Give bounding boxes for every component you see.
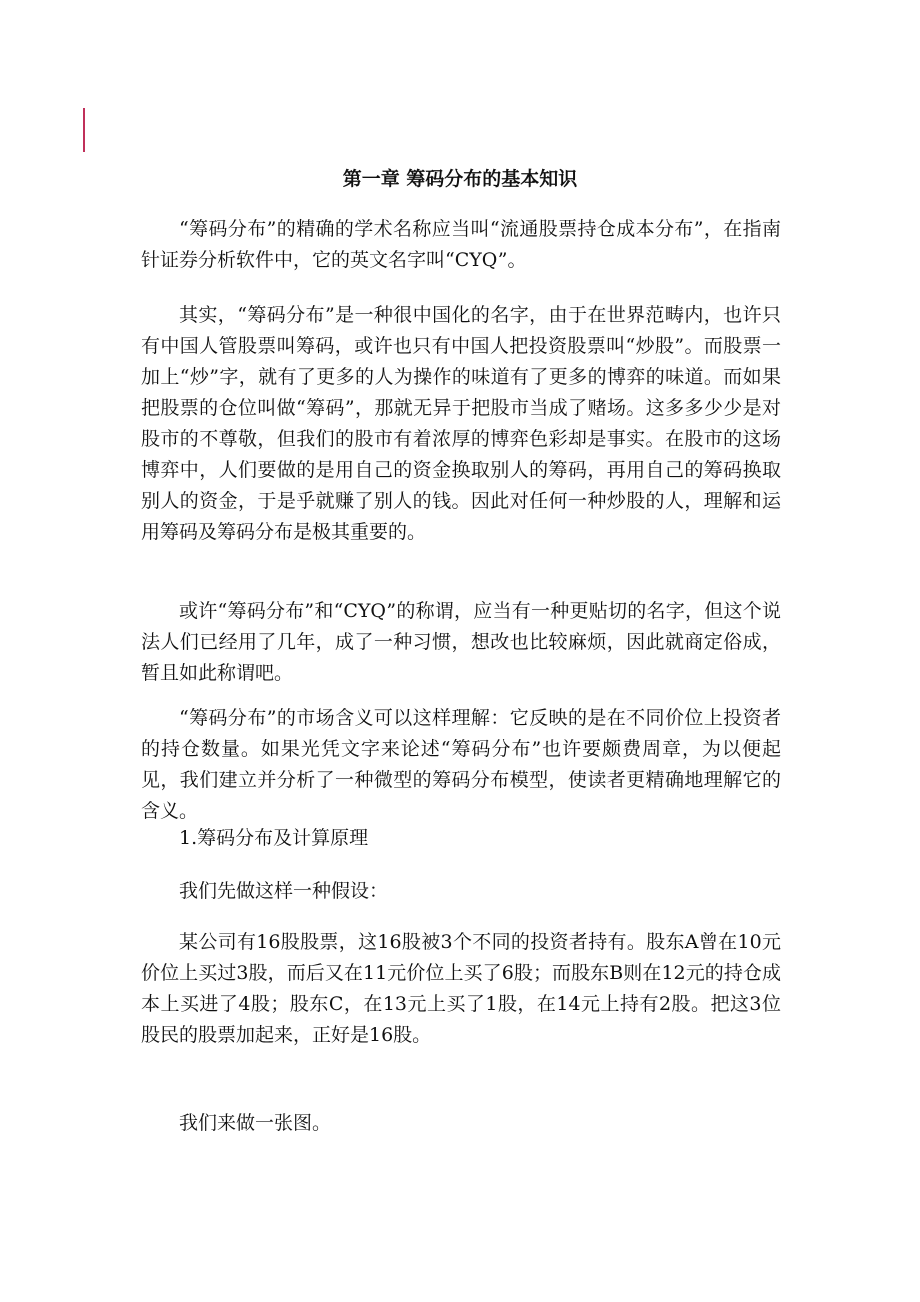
paragraph-assumption: 我们先做这样一种假设： bbox=[179, 880, 389, 902]
paragraph-market-meaning: “筹码分布”的市场含义可以这样理解：它反映的是在不同价位上投资者的持仓数量。如果光凭文字来论述“筹码分布”也许要颇费周章，为以便起见，我们建立并分析了一种微型的筹码分布模型，使读者更精确地理解它的含义。 bbox=[141, 707, 781, 822]
paragraph-example: 某公司有16股股票，这16股被3个不同的投资者持有。股东A曾在10元价位上买过3股，而后又在11元价位上买了6股；而股东B则在12元的持仓成本上买进了4股；股东C，在13元上买了1股，在14元上持有2股。把这3位股民的股票加起来，正好是16股。 bbox=[141, 931, 781, 1046]
paragraph-chinese-naming: 其实，“筹码分布”是一种很中国化的名字，由于在世界范畴内，也许只有中国人管股票叫筹码，或许也只有中国人把投资股票叫“炒股”。而股票一加上“炒”字，就有了更多的人为操作的味道有了更多的博弈的味道。而如果把股票的仓位叫做“筹码”，那就无异于把股市当成了赌场。这多多少少是对股市的不尊敬，但我们的股市有着浓厚的博弈色彩却是事实。在股市的这场博弈中，人们要做的是用自己的资金换取别人的筹码，再用自己的筹码换取别人的资金，于是乎就赚了别人的钱。因此对任何一种炒股的人，理解和运用筹码及筹码分布是极其重要的。 bbox=[141, 304, 781, 543]
section-heading-calculation: 1.筹码分布及计算原理 bbox=[179, 827, 369, 849]
chapter-title: 第一章 筹码分布的基本知识 bbox=[342, 168, 578, 190]
paragraph-make-chart: 我们来做一张图。 bbox=[179, 1112, 332, 1134]
margin-marker bbox=[83, 108, 85, 152]
paragraph-naming-convention: 或许“筹码分布”和“CYQ”的称谓，应当有一种更贴切的名字，但这个说法人们已经用了几年，成了一种习惯，想改也比较麻烦，因此就商定俗成，暂且如此称谓吧。 bbox=[141, 600, 781, 684]
paragraph-cyq-definition: “筹码分布”的精确的学术名称应当叫“流通股票持仓成本分布”，在指南针证券分析软件中，它的英文名字叫“CYQ”。 bbox=[141, 218, 781, 271]
